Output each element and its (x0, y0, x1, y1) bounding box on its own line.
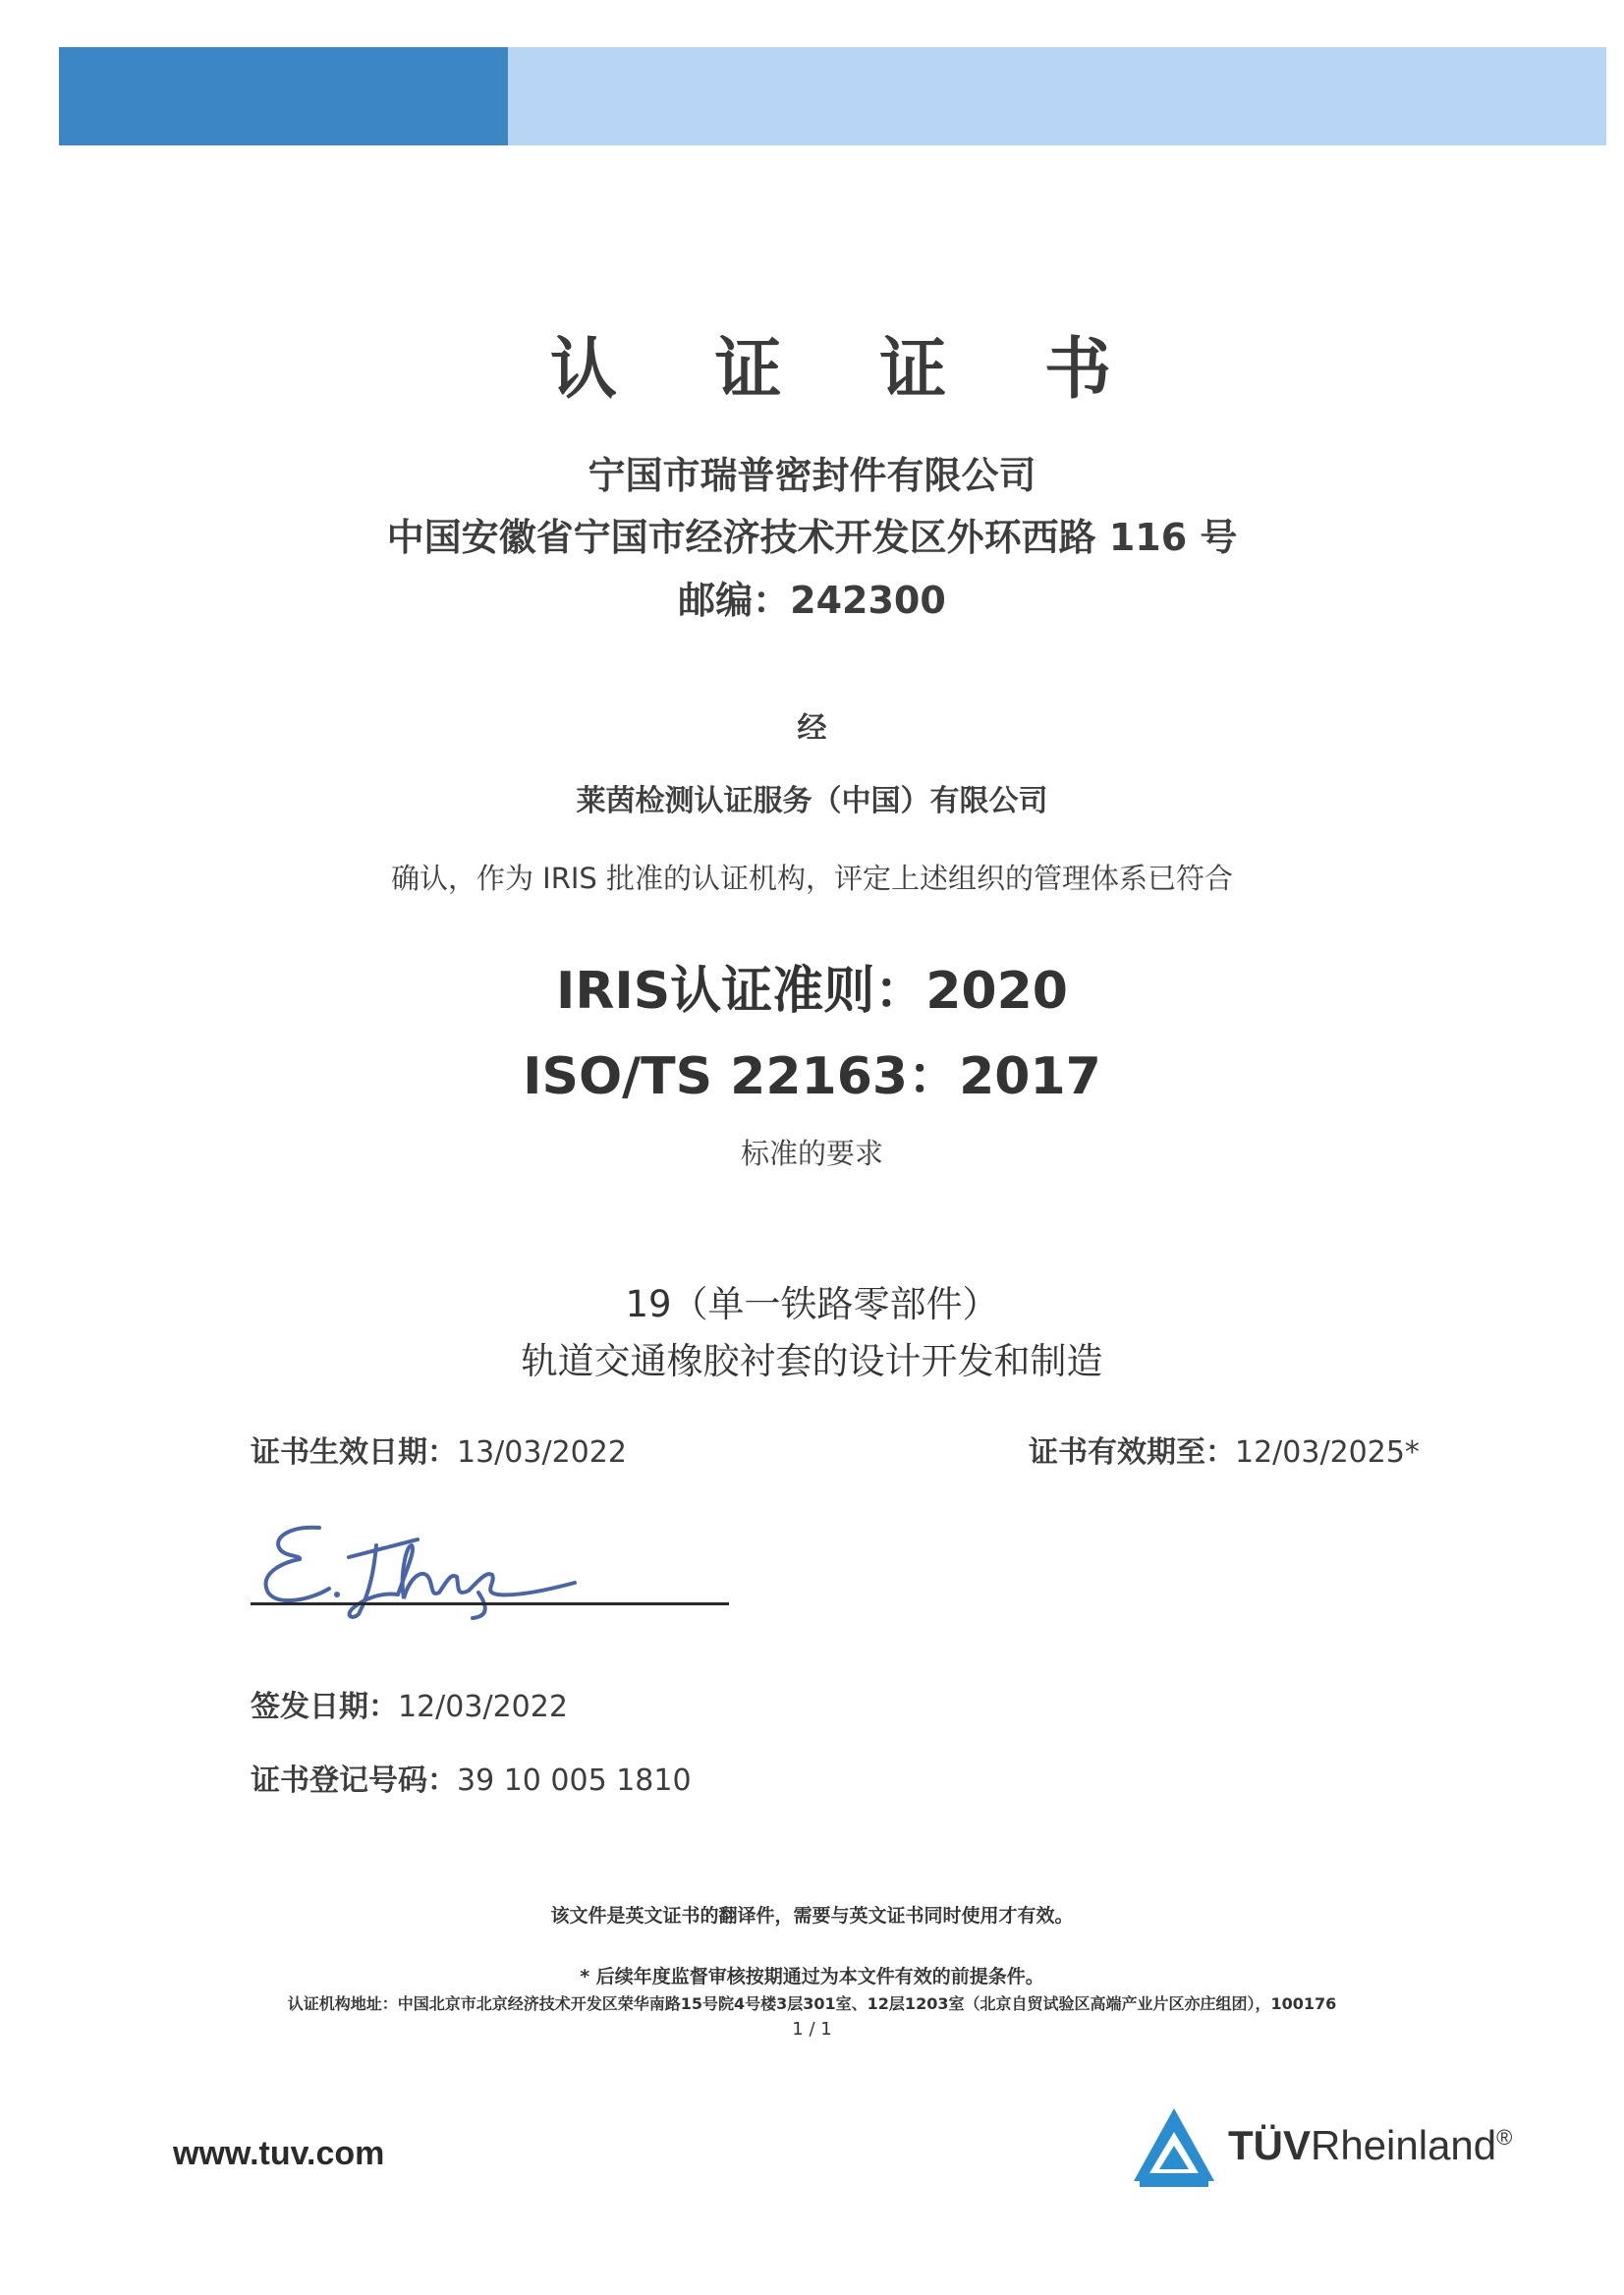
issuer-address-note: 认证机构地址：中国北京市北京经济技术开发区荣华南路15号院4号楼3层301室、12层1203室（北京自贸试验区高端产业片区亦庄组团），100176 (287, 1994, 1337, 2013)
translation-note: 该文件是英文证书的翻译件，需要与英文证书同时使用才有效。 (550, 1905, 1074, 1927)
issuer-name: 莱茵检测认证服务（中国）有限公司 (576, 784, 1048, 818)
header-band-accent (59, 47, 508, 145)
registration-number (251, 1756, 692, 1799)
website-link[interactable]: www.tuv.com (173, 2135, 385, 2172)
brand-bold: TÜV (1228, 2122, 1311, 2168)
by-word: 经 (797, 711, 827, 746)
standard-iris: IRIS认证准则：2020 (556, 962, 1068, 1021)
brand-rest: Rheinland (1311, 2122, 1497, 2168)
holder-address: 中国安徽省宁国市经济技术开发区外环西路 116 号 (386, 516, 1238, 559)
tuv-brand (1130, 2102, 1562, 2191)
tuv-brand-wordmark (1228, 2122, 1512, 2169)
expiry-date-value: 12/03/2025* (1235, 1435, 1420, 1470)
header-band (59, 47, 1606, 145)
tuv-triangle-logo-icon (1130, 2102, 1218, 2191)
expiry-date (1029, 1427, 1420, 1471)
issue-date-value: 12/03/2022 (398, 1690, 568, 1724)
scope-category: 19（单一铁路零部件） (625, 1283, 999, 1325)
requirement-text: 标准的要求 (740, 1137, 883, 1170)
registration-number-value: 39 10 005 1810 (457, 1763, 692, 1798)
signature-line (251, 1602, 729, 1605)
confirmation-text: 确认，作为 IRIS 批准的认证机构，评定上述组织的管理体系已符合 (390, 862, 1234, 895)
effective-date-label: 证书生效日期： (251, 1435, 457, 1470)
effective-date-value: 13/03/2022 (457, 1435, 627, 1470)
validity-condition-note: * 后续年度监督审核按期通过为本文件有效的前提条件。 (580, 1966, 1044, 1987)
issue-date-label: 签发日期： (251, 1690, 398, 1724)
expiry-date-label: 证书有效期至： (1029, 1435, 1235, 1470)
page-number: 1 / 1 (792, 2019, 832, 2040)
registration-number-label: 证书登记号码： (251, 1763, 457, 1798)
holder-postcode: 邮编：242300 (678, 579, 946, 622)
registered-mark: ® (1496, 2125, 1513, 2150)
certificate-title: 认 证 证 书 (549, 331, 1149, 409)
scope-description: 轨道交通橡胶衬套的设计开发和制造 (521, 1340, 1103, 1382)
holder-name: 宁国市瑞普密封件有限公司 (588, 454, 1036, 497)
effective-date (251, 1427, 627, 1471)
issue-date (251, 1682, 568, 1725)
standard-iso: ISO/TS 22163：2017 (523, 1047, 1101, 1106)
